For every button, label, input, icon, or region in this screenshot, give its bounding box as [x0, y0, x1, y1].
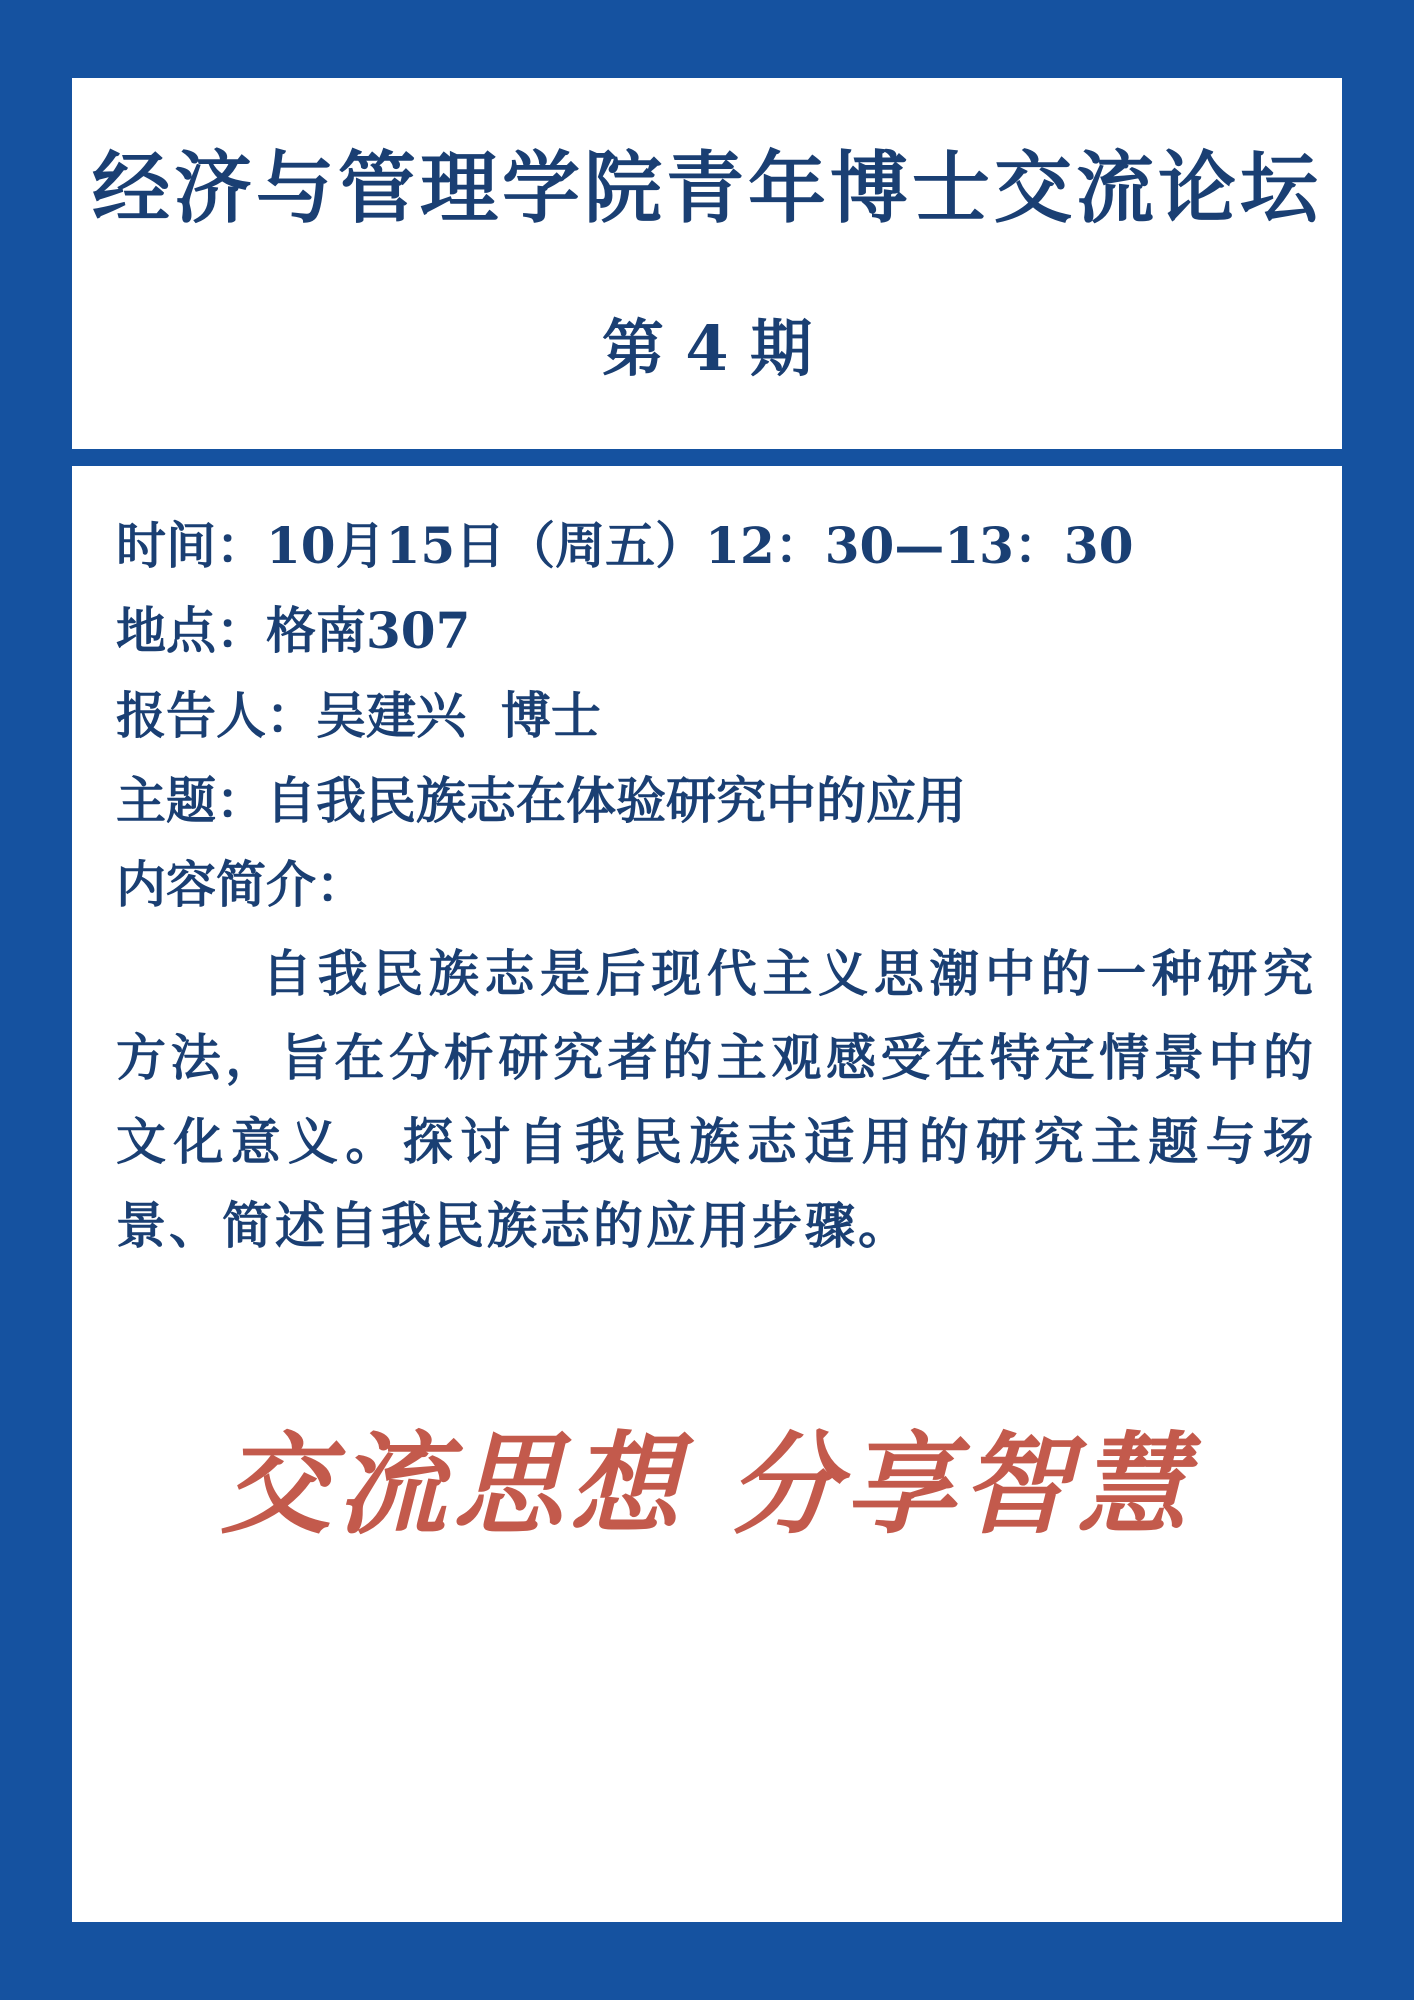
topic-value: 自我民族志在体验研究中的应用	[266, 771, 966, 830]
speaker-label: 报告人：	[116, 686, 316, 745]
speaker-value: 吴建兴 博士	[316, 686, 601, 745]
topic-label: 主题：	[116, 771, 266, 830]
place-line	[116, 603, 470, 658]
summary-text: 自我民族志是后现代主义思潮中的一种研究方法，旨在分析研究者的主观感受在特定情景中的文化意义。探讨自我民族志适用的研究主题与场景、简述自我民族志的应用步骤。	[116, 944, 1316, 1255]
place-label: 地点：	[116, 601, 266, 660]
forum-title: 经济与管理学院青年博士交流论坛	[91, 143, 1322, 234]
slogan: 交流思想 分享智慧	[220, 1420, 1194, 1549]
speaker-line	[116, 688, 601, 743]
place-value: 格南307	[266, 601, 471, 660]
time-label: 时间：	[116, 516, 266, 575]
intro-line	[116, 857, 366, 912]
time-line	[116, 518, 1133, 573]
time-value: 10月15日（周五）12：30—13：30	[266, 516, 1134, 575]
issue-number: 第 4 期	[601, 312, 813, 385]
topic-line	[116, 773, 966, 828]
header-panel	[72, 78, 1342, 449]
intro-label: 内容简介：	[116, 855, 366, 914]
